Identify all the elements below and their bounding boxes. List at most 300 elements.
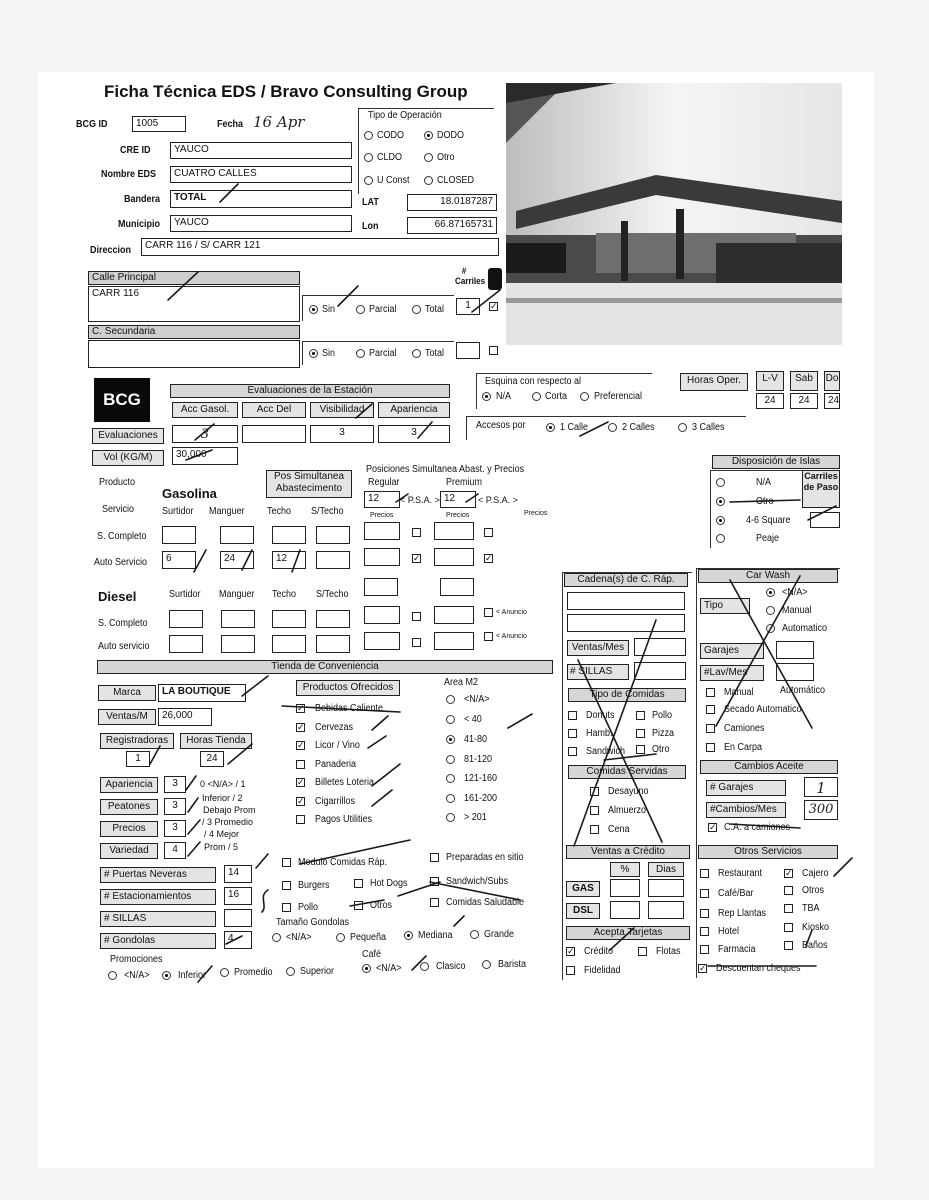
diesel-as-regular-check[interactable] (412, 638, 421, 647)
preparadas-label: Preparadas en sitio (446, 852, 524, 863)
tamano-pequena-radio[interactable] (336, 933, 345, 942)
acc-del-field[interactable] (242, 425, 306, 443)
camiones-aceite-check[interactable]: ✓ (709, 822, 717, 832)
horas-lv-field[interactable]: 24 (756, 393, 784, 409)
hotel-check[interactable] (700, 927, 709, 936)
sin-principal-radio[interactable] (309, 305, 318, 314)
diesel-sc-stecho[interactable] (316, 610, 350, 628)
cldo-label: CLDO (377, 152, 403, 163)
diesel-as-manguer[interactable] (221, 635, 255, 653)
hamb-check[interactable] (568, 729, 577, 738)
municipio-field[interactable]: YAUCO (170, 215, 352, 232)
dodo-label: DODO (437, 130, 464, 141)
lat-field[interactable]: 18.0187287 (407, 194, 497, 211)
licor-check[interactable]: ✓ (297, 740, 305, 750)
registradoras-field[interactable]: 1 (126, 751, 150, 767)
llantas-label: Rep Llantas (718, 908, 767, 919)
total-secundaria-radio[interactable] (412, 349, 421, 358)
area-81-120-label: 81-120 (464, 754, 493, 765)
premium-psa-label: < P.S.A. > (478, 495, 518, 505)
accesos-2-label: 2 Calles (622, 422, 655, 433)
preparadas-check[interactable] (430, 853, 439, 862)
accesos-3-radio[interactable] (678, 423, 687, 432)
tamano-pequena-label: Pequeña (350, 932, 387, 943)
regular-price-field[interactable]: 12 (364, 491, 400, 508)
horas-oper-label: Horas Oper. (680, 373, 748, 391)
peatones-rating[interactable]: 3 (164, 798, 186, 815)
carwash-na-radio[interactable] (766, 588, 775, 597)
cafe-clasico-label: Clasico (436, 961, 466, 972)
camiones-aceite-label: C.A. a camiones (724, 822, 791, 833)
hamb-label: Hamb. (586, 728, 613, 739)
scale-0: 0 <N/A> / 1 (200, 779, 246, 789)
horas-sab-field[interactable]: 24 (790, 393, 818, 409)
saludable-check[interactable] (430, 898, 439, 907)
bcg-id-label: BCG ID (76, 119, 108, 130)
sandwich-cadena-check[interactable] (568, 747, 577, 756)
burgers-check[interactable] (282, 881, 291, 890)
marca-label: Marca (98, 685, 156, 701)
cw-camiones-label: Camiones (724, 723, 765, 734)
diesel-s-completo-label: S. Completo (98, 618, 148, 629)
cafe-na-radio[interactable] (362, 964, 371, 973)
cervezas-check[interactable]: ✓ (297, 722, 305, 732)
gas-sc-premium-check[interactable] (484, 528, 493, 537)
vol-label: Vol (KG/M) (92, 450, 164, 466)
u-const-label: U Const (377, 175, 410, 186)
diesel-sc-techo[interactable] (272, 610, 306, 628)
descuentan-check[interactable]: ✓ (699, 963, 707, 973)
codo-radio[interactable] (364, 131, 373, 140)
puertas-label: # Puertas Neveras (100, 867, 216, 883)
visibilidad-header: Visibilidad (310, 402, 374, 418)
cw-manual-check[interactable] (706, 688, 715, 697)
diesel-label: Diesel (98, 589, 137, 604)
diesel-stecho-header: S/Techo (316, 589, 349, 600)
cre-id-field[interactable]: YAUCO (170, 142, 352, 159)
diesel-premium-price[interactable] (440, 578, 474, 596)
dsl-credito-label: DSL (566, 903, 600, 919)
pollo-cadena-label: Pollo (652, 710, 673, 721)
billetes-check[interactable]: ✓ (297, 777, 305, 787)
direccion-field[interactable]: CARR 116 / S/ CARR 121 (141, 238, 499, 256)
carwash-auto-radio[interactable] (766, 624, 775, 633)
accesos-label: Accesos por (476, 420, 526, 431)
carwash-garajes-field[interactable] (776, 641, 814, 659)
total-principal-label: Total (425, 304, 445, 315)
esquina-preferencial-label: Preferencial (594, 391, 643, 402)
disp-peaje-label: Peaje (756, 533, 780, 544)
bcg-id-field[interactable]: 1005 (132, 116, 186, 132)
esquina-na-label: N/A (496, 391, 512, 402)
fidelidad-label: Fidelidad (584, 965, 621, 976)
gas-sc-manguer[interactable] (220, 526, 254, 544)
gas-dias-field[interactable] (648, 879, 684, 897)
esquina-corta-label: Corta (545, 391, 568, 402)
accesos-2-radio[interactable] (608, 423, 617, 432)
disp-otro-radio[interactable] (716, 497, 725, 506)
dsl-pct-field[interactable] (610, 901, 640, 919)
bebidas-check[interactable]: ✓ (297, 703, 305, 713)
sillas-field[interactable] (224, 909, 252, 927)
apariencia-rating[interactable]: 3 (164, 776, 186, 793)
area-label: Area M2 (444, 677, 479, 688)
restaurant-check[interactable] (700, 869, 709, 878)
disp-square-radio[interactable] (716, 516, 725, 525)
aceite-title: Cambios Aceite (700, 760, 838, 774)
pagos-label: Pagos Utilities (315, 814, 373, 825)
farmacia-check[interactable] (700, 945, 709, 954)
precios-header: Posiciones Simultanea Abast. y Precios (366, 464, 525, 475)
dodo-radio[interactable] (424, 131, 433, 140)
cre-id-label: CRE ID (120, 145, 151, 156)
sandwich-subs-check[interactable] (430, 877, 439, 886)
total-principal-radio[interactable] (412, 305, 421, 314)
promo-na-radio[interactable] (108, 971, 117, 980)
precios-label: Precios (100, 821, 158, 837)
calle-secundaria-field[interactable] (88, 340, 300, 368)
panaderia-check[interactable] (296, 760, 305, 769)
sin-secundaria-radio[interactable] (309, 349, 318, 358)
estacionamientos-field[interactable]: 16 (224, 887, 252, 905)
tamano-grande-label: Grande (484, 929, 515, 940)
promo-promedio-radio[interactable] (220, 968, 229, 977)
aceite-garajes-field[interactable]: 1 (804, 777, 838, 797)
pizza-check[interactable] (636, 729, 645, 738)
visibilidad-field[interactable]: 3 (310, 425, 374, 443)
parcial-principal-label: Parcial (369, 304, 397, 315)
principal-checkbox[interactable]: ✓ (490, 301, 498, 311)
gas-as-premium[interactable] (434, 548, 474, 566)
carriles-label: # Carriles (455, 266, 486, 286)
bandera-field[interactable]: TOTAL (170, 190, 352, 208)
tienda-title: Tienda de Conveniencia (97, 660, 553, 674)
marca-field[interactable]: LA BOUTIQUE (158, 684, 246, 702)
traffic-light-icon (488, 268, 502, 290)
tamano-grande-radio[interactable] (470, 930, 479, 939)
pizza-label: Pizza (652, 728, 675, 739)
closed-label: CLOSED (437, 175, 475, 186)
cajero-label: Cajero (802, 868, 829, 879)
area-41-80-label: 41-80 (464, 734, 488, 745)
fecha-field[interactable]: 16 Apr (250, 112, 354, 132)
calle-principal-label: Calle Principal (88, 271, 300, 285)
otro-cadena-label: Otro (652, 744, 670, 755)
diesel-sc-regular-check[interactable] (412, 612, 421, 621)
esquina-corta-radio[interactable] (532, 392, 541, 401)
almuerzo-label: Almuerzo (608, 805, 647, 816)
scale-1: Inferior / 2 (202, 793, 243, 803)
servicio-label: Servicio (102, 504, 135, 515)
estacionamientos-label: # Estacionamientos (100, 889, 216, 905)
gas-sc-techo[interactable] (272, 526, 306, 544)
carwash-title: Car Wash (698, 569, 838, 583)
vol-field[interactable]: 30,000 (172, 447, 238, 465)
promo-label: Promociones (110, 954, 163, 965)
diesel-regular-price[interactable] (364, 578, 398, 596)
tipo-comidas-title: Tipo de Comidas (568, 688, 686, 702)
cw-carpa-check[interactable] (706, 743, 715, 752)
kiosko-check[interactable] (784, 923, 793, 932)
cldo-radio[interactable] (364, 153, 373, 162)
hotdogs-check[interactable] (354, 879, 363, 888)
cw-carpa-label: En Carpa (724, 742, 763, 753)
diesel-auto-label: Auto servicio (98, 641, 150, 652)
fidelidad-check[interactable] (566, 966, 575, 975)
calle-principal-field[interactable]: CARR 116 (88, 286, 300, 322)
peatones-label: Peatones (100, 799, 158, 815)
gas-as-premium-check[interactable]: ✓ (485, 553, 493, 563)
carriles-secundaria-field[interactable] (456, 342, 480, 359)
diesel-manguer-header: Manguer (219, 589, 255, 600)
sandwich-cadena-label: Sandwich (586, 746, 626, 757)
gondolas-label: # Gondolas (100, 933, 216, 949)
gas-as-regular-check[interactable]: ✓ (413, 553, 421, 563)
esquina-na-radio[interactable] (482, 392, 491, 401)
cena-check[interactable] (590, 825, 599, 834)
diesel-sc-premium[interactable] (434, 606, 474, 624)
variedad-label: Variedad (100, 843, 158, 859)
u-const-radio[interactable] (364, 176, 373, 185)
otro-cadena-check[interactable] (636, 745, 645, 754)
accesos-3-label: 3 Calles (692, 422, 725, 433)
aceite-cambios-label: #Cambios/Mes (706, 802, 786, 818)
area-na-label: <N/A> (464, 694, 490, 705)
flotas-label: Flotas (656, 946, 681, 957)
sin-principal-label: Sin (322, 304, 336, 315)
area-161-200-label: 161-200 (464, 793, 498, 804)
disp-otro-label: Otro (756, 496, 774, 507)
diesel-as-premium[interactable] (434, 632, 474, 650)
variedad-rating[interactable]: 4 (164, 842, 186, 859)
promo-superior-radio[interactable] (286, 967, 295, 976)
donuts-check[interactable] (568, 711, 577, 720)
closed-radio[interactable] (424, 176, 433, 185)
bebidas-label: Bebidas Caliente (315, 703, 384, 714)
disp-peaje-radio[interactable] (716, 534, 725, 543)
carwash-lav-field[interactable] (776, 663, 814, 681)
cw-secado-check[interactable] (706, 705, 715, 714)
carwash-manual-label: Manual (782, 605, 812, 616)
cena-label: Cena (608, 824, 630, 835)
carwash-manual-radio[interactable] (766, 606, 775, 615)
diesel-sc-regular[interactable] (364, 606, 400, 624)
dsl-dias-field[interactable] (648, 901, 684, 919)
gas-sc-surtidor[interactable] (162, 526, 196, 544)
gas-sc-stecho[interactable] (316, 526, 350, 544)
area-40-radio[interactable] (446, 715, 455, 724)
kiosko-label: Kiosko (802, 922, 830, 933)
farmacia-label: Farmacia (718, 944, 756, 955)
horas-do-field[interactable]: 24 (824, 393, 840, 409)
apariencia-field[interactable]: 3 (378, 425, 450, 443)
esquina-preferencial-radio[interactable] (580, 392, 589, 401)
tba-check[interactable] (784, 904, 793, 913)
premium-price-field[interactable]: 12 (440, 491, 476, 508)
gondolas-field[interactable]: 4 (224, 931, 252, 949)
area-40-label: < 40 (464, 714, 482, 725)
tamano-na-radio[interactable] (272, 933, 281, 942)
carriles-paso-field[interactable] (810, 512, 840, 528)
accesos-1-radio[interactable] (546, 423, 555, 432)
pagos-check[interactable] (296, 815, 305, 824)
cw-automatico-label: Automático (780, 685, 826, 696)
promo-superior-label: Superior (300, 966, 335, 977)
parcial-principal-radio[interactable] (356, 305, 365, 314)
precios-rating[interactable]: 3 (164, 820, 186, 837)
panaderia-label: Panaderia (315, 759, 357, 770)
cw-manual-label: Manual (724, 687, 754, 698)
calle-secundaria-label: C. Secundaria (88, 325, 300, 339)
horas-tienda-label: Horas Tienda (180, 733, 252, 749)
direccion-label: Direccion (90, 245, 132, 256)
diesel-sc-surtidor[interactable] (169, 610, 203, 628)
apariencia-label: Apariencia (100, 777, 158, 793)
cafebar-check[interactable] (700, 889, 709, 898)
ventas-m-field[interactable]: 26,000 (158, 708, 212, 726)
area-41-80-radio[interactable] (446, 735, 455, 744)
carwash-tipo-label: Tipo (700, 598, 750, 614)
gas-sc-premium[interactable] (434, 522, 474, 540)
cafe-barista-radio[interactable] (482, 960, 491, 969)
promo-inferior-radio[interactable] (162, 971, 171, 980)
cafe-barista-label: Barista (498, 959, 527, 970)
horas-lv-header: L-V (756, 371, 784, 391)
puertas-field[interactable]: 14 (224, 865, 252, 883)
lon-field[interactable]: 66.87165731 (407, 217, 497, 234)
pollo-tienda-check[interactable] (282, 903, 291, 912)
area-161-200-radio[interactable] (446, 794, 455, 803)
llantas-check[interactable] (700, 909, 709, 918)
sillas-label: # SILLAS (100, 911, 216, 927)
gas-as-regular[interactable] (364, 548, 400, 566)
gas-as-techo[interactable]: 12 (272, 551, 306, 569)
pollo-cadena-check[interactable] (636, 711, 645, 720)
gas-as-stecho[interactable] (316, 551, 350, 569)
form-title: Ficha Técnica EDS / Bravo Consulting Group (104, 82, 468, 101)
restaurant-label: Restaurant (718, 868, 763, 879)
gas-pct-field[interactable] (610, 879, 640, 897)
acc-gasol-header: Acc Gasol. (172, 402, 238, 418)
sin-secundaria-label: Sin (322, 348, 336, 359)
nombre-field[interactable]: CUATRO CALLES (170, 166, 352, 183)
horas-tienda-field[interactable]: 24 (200, 751, 224, 767)
otro-op-radio[interactable] (424, 153, 433, 162)
area-81-120-radio[interactable] (446, 755, 455, 764)
acepta-tarjetas-title: Acepta Tarjetas (566, 926, 690, 940)
ventas-m-label: Ventas/M (98, 709, 156, 725)
area-201-radio[interactable] (446, 813, 455, 822)
apariencia-header: Apariencia (378, 402, 450, 418)
total-secundaria-label: Total (425, 348, 445, 359)
diesel-sc-anuncio-check[interactable] (484, 608, 493, 617)
tamano-na-label: <N/A> (286, 932, 312, 943)
promo-promedio-label: Promedio (234, 967, 273, 978)
nombre-label: Nombre EDS (101, 169, 157, 180)
pollo-tienda-label: Pollo (298, 902, 319, 913)
cajero-check[interactable]: ✓ (785, 868, 793, 878)
gas-manguer-header: Manguer (209, 506, 245, 517)
cadenas-sillas-field[interactable] (634, 662, 686, 680)
registradoras-label: Registradoras (100, 733, 174, 749)
diesel-as-techo[interactable] (272, 635, 306, 653)
bandera-label: Bandera (124, 194, 161, 205)
diesel-sc-manguer[interactable] (221, 610, 255, 628)
banos-check[interactable] (784, 941, 793, 950)
diesel-as-stecho[interactable] (316, 635, 350, 653)
disp-na-radio[interactable] (716, 478, 725, 487)
almuerzo-check[interactable] (590, 806, 599, 815)
gas-sc-regular-check[interactable] (412, 528, 421, 537)
evaluaciones-row-label: Evaluaciones (92, 428, 164, 444)
gas-as-manguer[interactable]: 24 (220, 551, 254, 569)
tamano-label: Tamaño Gondolas (276, 917, 350, 928)
gas-as-surtidor[interactable]: 6 (162, 551, 196, 569)
cafe-clasico-radio[interactable] (420, 962, 429, 971)
carwash-garajes-label: Garajes (700, 643, 764, 659)
cw-secado-label: Secado Automatico (724, 704, 802, 715)
lon-label: Lon (362, 221, 379, 232)
parcial-secundaria-radio[interactable] (356, 349, 365, 358)
cadena-field-1[interactable] (567, 592, 685, 610)
gasolina-label: Gasolina (162, 486, 217, 501)
tipo-operacion-label: Tipo de Operación (368, 110, 442, 121)
diesel-precios-label: Precios (524, 510, 548, 517)
gas-surtidor-header: Surtidor (162, 506, 194, 517)
hotdogs-label: Hot Dogs (370, 878, 408, 889)
regular-psa-label: < P.S.A. > (400, 495, 440, 505)
productos-label: Productos Ofrecidos (296, 680, 400, 696)
otros-servicios-title: Otros Servicios (698, 845, 838, 859)
cigarrillos-label: Cigarrillos (315, 796, 356, 807)
diesel-sc-anuncio-label: < Anuncio (496, 609, 527, 616)
diesel-as-regular[interactable] (364, 632, 400, 650)
cadena-field-2[interactable] (567, 614, 685, 632)
acc-gasol-field[interactable]: 3 (172, 425, 238, 443)
cadenas-ventas-field[interactable] (634, 638, 686, 656)
modulo-check[interactable] (282, 858, 291, 867)
promo-inferior-label: Inferior (178, 970, 207, 981)
tamano-mediana-radio[interactable] (404, 931, 413, 940)
cigarrillos-check[interactable]: ✓ (297, 796, 305, 806)
codo-label: CODO (377, 130, 404, 141)
billetes-label: Billetes Loteria (315, 777, 375, 788)
cafe-na-label: <N/A> (376, 963, 402, 974)
fecha-label: Fecha (217, 119, 244, 130)
scale-5: Prom / 5 (204, 842, 239, 852)
burgers-label: Burgers (298, 880, 330, 891)
disp-na-label: N/A (756, 477, 772, 488)
carriles-principal-field[interactable]: 1 (456, 298, 480, 315)
diesel-as-surtidor[interactable] (169, 635, 203, 653)
flotas-check[interactable] (638, 947, 647, 956)
credito-check[interactable]: ✓ (567, 946, 575, 956)
diesel-as-anuncio-check[interactable] (484, 632, 493, 641)
otros-serv-check[interactable] (784, 886, 793, 895)
secundaria-checkbox[interactable] (489, 346, 498, 355)
modulo-label: Modulo Comidas Ráp. (298, 857, 388, 868)
otros-tienda-check[interactable] (354, 901, 363, 910)
desayuno-check[interactable] (590, 787, 599, 796)
area-121-160-radio[interactable] (446, 774, 455, 783)
aceite-cambios-field[interactable]: 300 (804, 800, 838, 820)
gas-sc-regular[interactable] (364, 522, 400, 540)
cw-camiones-check[interactable] (706, 724, 715, 733)
area-na-radio[interactable] (446, 695, 455, 704)
producto-label: Producto (99, 477, 136, 488)
carriles-paso-label: Carriles de Paso (802, 470, 840, 508)
lat-label: LAT (362, 197, 379, 208)
